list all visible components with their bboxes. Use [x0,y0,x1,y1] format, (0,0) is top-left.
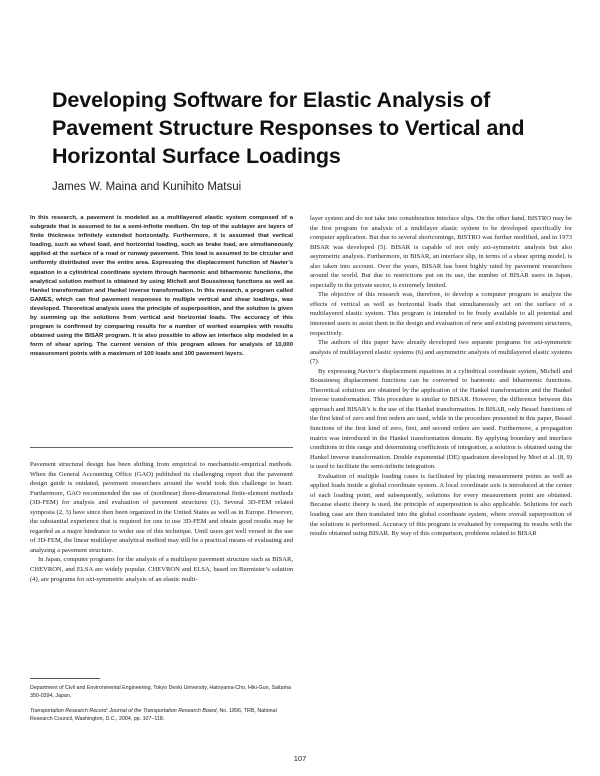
paper-authors: James W. Maina and Kunihito Matsui [52,181,242,193]
footnote-citation: No. 1896, TRB, National Research Council, Washington, D.C., 2004, pp. 107–118. [30,708,277,723]
abstract: In this research, a pavement is modeled as a multilayered elastic system composed of a subgrade that is assumed to be a semi-infinite medium. On top of the sublayer are layers of finite thickness infinitely extended horizontally. Furthermore, it is assumed that vertical loading, such as wheel load, and horizontal loading, such as brake load, are simultaneously applied at the surface of a road or runway pavement. This load is assumed to be circular and uniformly distributed over the entire area. Expressing the displacement function of Navier’s equation in a cylindrical coordinate system through harmonic and biharmonic functions, the analytical solution method is obtained by using Michell and Boussinesq functions as well as Hankel transformation and Hankel inverse transformation. In this research, a program called GAMES, which can find pavement responses to multiple vertical and shear loadings, was developed. Theoretical analysis uses the principle of superposition, and the solution is given by summing up the solutions from vertical and horizontal loads. The accuracy of this program is confirmed by comparing results for a number of worked examples with results obtained using the BISAR program. It is also possible to allow an interface slip modeled in a form of shear spring. The current version of this program allows for analysis of 10,000 measurement points with a maximum of 100 loads and 100 pavement layers. [30,215,293,358]
footnote-journal-name: Transportation Research Record: Journal of the Transportation Research Board, [30,708,218,714]
body-paragraph: The authors of this paper have already developed two separate programs for axi-symmetric analysis of multilayered elastic systems (6) and asymmetric analysis of multilayered elastic systems (7). [310,339,572,366]
body-paragraph: Evaluation of multiple loading cases is facilitated by placing measurement points as well as applied loads inside a global coordinate system. A local coordinate axis is introduced at the center of each loading point, and subsequently, solutions for every measurement point are obtained. Because elastic theory is used, the principle of superposition is also applicable. Solutions for each loading case are then translated into the global coordinate system, where overall superposition of the solutions is performed. Accuracy of this program is evaluated by comparing its results with the results obtained using BISAR. By way of this comparison, problems related to BISAR [310,472,572,538]
footnote-affiliation: Department of Civil and Environmental Engineering, Tokyo Denki University, Hatoyama-Cho, Hiki-Gun, Saitama 350-0394, Japan. [30,685,291,700]
body-paragraph: By expressing Navier’s displacement equations in a cylindrical coordinate system, Michell and Boussinesq displacement functions can be converted to harmonic and biharmonic functions. Theoretical solutions are obtained by the application of the Hankel transformation and the Hankel inverse transformation. This procedure is similar to BISAR. However, the difference between this approach and BISAR’s is the use of the Hankel transformation. In BISAR, only Bessel functions of the first kind of zero and first orders are used, while in the procedure presented in this paper, Bessel functions of the first kind of zero, first, and second orders are used. Furthermore, a propagation matrix was introduced in the Hankel transformation domain. By applying boundary and interface conditions in this range and determining coefficients of integration, a solution is obtained using the Hankel inverse transformation. Double exponential (DE) quadrature developed by Mori et al. (8, 9) is used to facilitate the semi-infinite integration. [310,367,572,471]
body-right-column [310,214,572,539]
footnote-rule [30,678,100,679]
body-left-column [30,460,293,584]
body-paragraph: Pavement structural design has been shifting from empirical to mechanistic-empirical methods. When the General Accounting Office (GAO) published its challenging report that the pavement design guide is outdated, pavement researchers around the world took this challenge to heart. Furthermore, GAO recommended the use of (nonlinear) three-dimensional finite-element methods (3D-FEM) for analysis and evaluation of pavement structures (1). Several 3D-FEM related symposia (2, 3) have since then been organized in the United States as well as in Europe. However, the substantial experience that is required for one to use 3D-FEM and obtain good results may be regarded as a major hindrance to wider use of this technique. Until users get well versed in the use of 3D-FEM, the linear multilayer analytical method may still be a practical means of evaluating and analyzing a pavement structure. [30,461,293,554]
body-paragraph: layer system and do not take into consideration interface slips. On the other hand, BISTRO may be the first program for analysis of a multilayer elastic system to be developed specifically for computer application. But due to several shortcomings, BISTRO was further modified, and in 1973 BISAR was developed (5). BISAR is capable of not only axi-symmetric analysis but also asymmetric analysis. Furthermore, in BISAR, an interface slip, in terms of a shear spring model, is also taken into account. Over the years, BISAR has been highly rated by pavement researchers around the world. But due to restrictions put on its use, the number of BISAR users in Japan, especially in the private sector, is extremely limited. [310,215,572,289]
paper-title: Developing Software for Elastic Analysis of Pavement Structure Responses to Vertical and Horizontal Surface Loadings [52,88,525,168]
body-paragraph: The objective of this research was, therefore, to develop a computer program to analyze the effects of vertical as well as horizontal loads that simultaneously act on the surface of a multilayered elastic system. This program is intended to be freely available to all potential and interested users to assist them in the design and evaluation of new and existing pavement structures, respectively. [310,291,572,337]
body-paragraph: In Japan, computer programs for the analysis of a multilayer pavement structure such as BISAR, CHEVRON, and ELSA are widely popular. CHEVRON and ELSA, based on Burmister’s solution (4), are programs for axi-symmetric analysis of an elastic multi- [30,556,293,583]
footnote-journal [30,707,293,723]
abstract-divider [30,447,293,448]
page-number: 107 [293,754,307,763]
